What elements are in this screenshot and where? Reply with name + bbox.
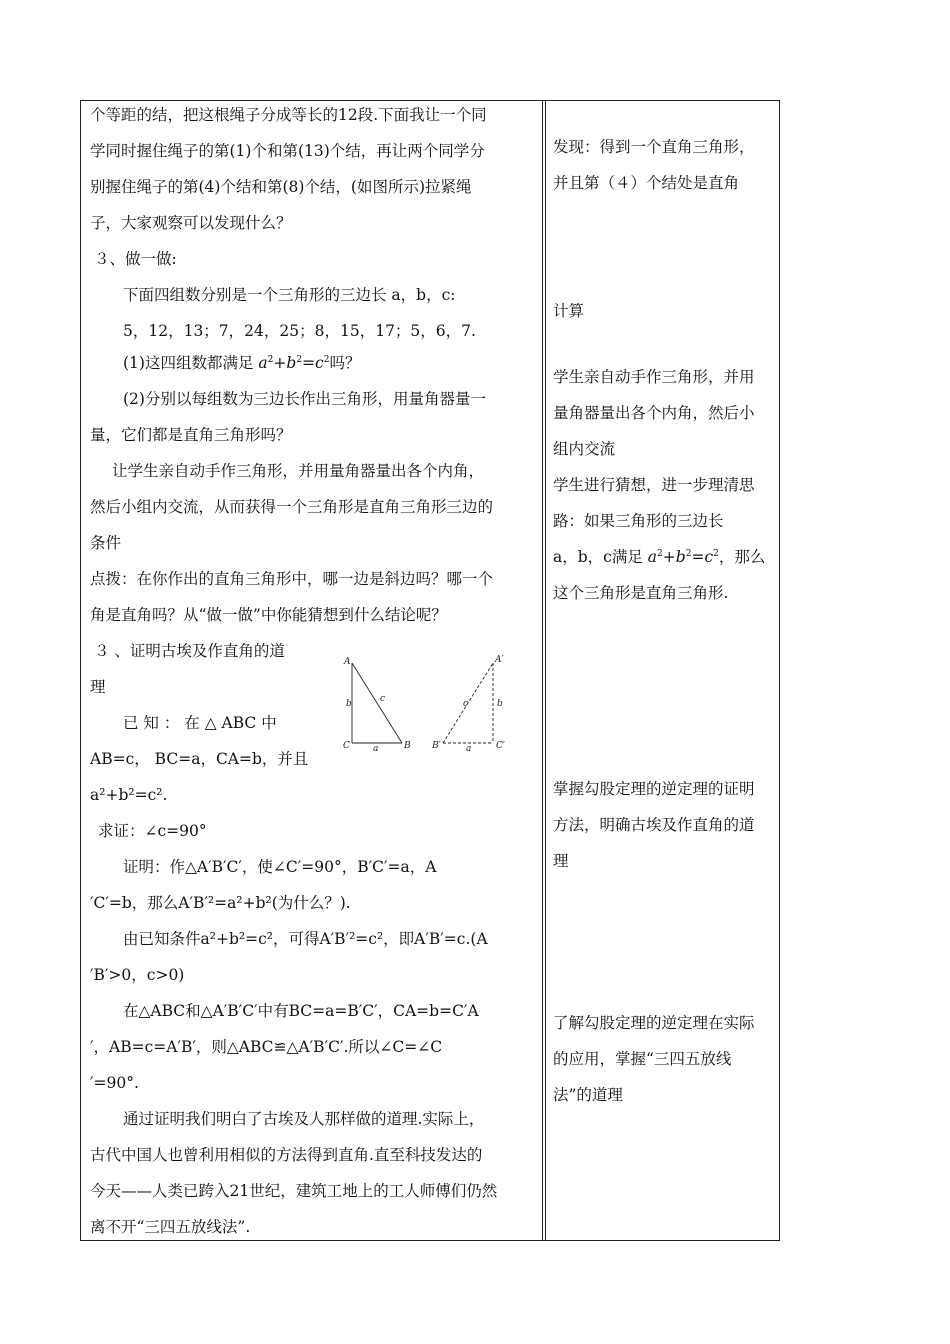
activity-line-1: 让学生亲自动手作三角形，并用量角器量出各个内角，: [112, 462, 485, 480]
column-divider: [542, 101, 543, 1240]
vertex-c: C: [343, 741, 350, 751]
section3-title: ３、做一做:: [94, 250, 177, 268]
given-line-1: 已 知 ： 在 △ ABC 中: [123, 714, 277, 732]
vertex-b-prime: B′: [432, 741, 441, 751]
intro-line-4: 子，大家观察可以发现什么？: [90, 214, 292, 232]
guess-line-2: 路：如果三角形的三边长: [553, 512, 724, 530]
vertex-a-prime: A′: [495, 655, 504, 665]
side-a: a: [373, 744, 379, 754]
proof-line-3: 由已知条件a²+b²=c²，可得A′B′²=c²，即A′B′=c.(A: [123, 930, 488, 948]
discover-line-1: 发现：得到一个直角三角形，: [553, 138, 755, 156]
side-c: c: [380, 694, 386, 704]
proof-title-line-1: ３ 、证明古埃及作直角的道: [94, 642, 285, 660]
vertex-b: B: [404, 741, 411, 751]
proof-line-7: ′=90°.: [90, 1074, 139, 1092]
side-c-prime: c: [463, 699, 469, 709]
guess-line-1: 学生进行猜想，进一步理清思: [553, 476, 755, 494]
understand-line-1: 了解勾股定理的逆定理在实际: [553, 1014, 755, 1032]
discover-line-2: 并且第（４）个结处是直角: [553, 174, 740, 192]
activity-line-2: 然后小组内交流，从而获得一个三角形是直角三角形三边的: [90, 498, 494, 516]
hint-line-2: 角是直角吗？从“做一做”中你能猜想到什么结论呢？: [90, 606, 447, 624]
guess-line-4: 这个三角形是直角三角形.: [553, 584, 729, 602]
closing-line-3: 今天——人类已跨入21世纪，建筑工地上的工人师傅们仍然: [90, 1182, 498, 1200]
hands-on-line-3: 组内交流: [553, 440, 616, 458]
hands-on-line-1: 学生亲自动手作三角形，并用: [553, 368, 755, 386]
vertex-c-prime: C′: [496, 741, 505, 751]
question-2-line-1: (2)分别以每组数为三边长作出三角形，用量角器量一: [123, 390, 486, 408]
intro-line-1: 个等距的结，把这根绳子分成等长的12段.下面我让一个同: [90, 106, 487, 124]
given-line-2: AB=c， BC=a，CA=b，并且: [90, 750, 309, 768]
vertex-a: A: [344, 657, 351, 667]
hint-line-1: 点拨：在你作出的直角三角形中，哪一边是斜边吗？哪一个: [90, 570, 494, 588]
prove-statement: 求证：∠c=90°: [98, 822, 207, 840]
proof-line-1: 证明：作△A′B′C′，使∠C′=90°，B′C′=a，A: [123, 858, 437, 876]
understand-line-2: 的应用，掌握“三四五放线: [553, 1050, 732, 1068]
hands-on-line-2: 量角器量出各个内角，然后小: [553, 404, 755, 422]
proof-title-line-2: 理: [90, 678, 106, 696]
question-1: (1)这四组数都满足 $a^2+b^2=c^2$吗？: [123, 354, 361, 372]
right-triangle: [431, 655, 505, 754]
lesson-table: [80, 100, 780, 1241]
proof-line-5: 在△ABC和△A′B′C′中有BC=a=B′C′，CA=b=C′A: [123, 1002, 479, 1020]
side-b: b: [346, 699, 352, 709]
question-2-line-2: 量，它们都是直角三角形吗？: [90, 426, 292, 444]
calc-label: 计算: [553, 302, 585, 320]
proof-line-6: ′，AB=c=A′B′，则△ABC≌△A′B′C′.所以∠C=∠C: [90, 1038, 443, 1056]
column-divider-inner: [545, 101, 546, 1240]
closing-line-2: 古代中国人也曾利用相似的方法得到直角.直至科技发达的: [90, 1146, 483, 1164]
guess-line-3: a，b，c满足 $a^2+b^2=c^2$，那么: [553, 548, 766, 566]
intro-line-3: 别握住绳子的第(4)个结和第(8)个结，(如图所示)拉紧绳: [90, 178, 472, 196]
task-line-2: 5，12，13；7，24，25；8，15，17；5，6，7.: [123, 322, 476, 340]
proof-line-4: ′B′>0，c>0): [90, 966, 185, 984]
closing-line-1: 通过证明我们明白了古埃及人那样做的道理.实际上，: [123, 1110, 485, 1128]
activity-line-3: 条件: [90, 534, 122, 552]
given-line-3: a²+b²=c².: [90, 786, 168, 804]
left-triangle: [343, 657, 411, 754]
master-proof-line-2: 方法，明确古埃及作直角的道: [553, 816, 755, 834]
task-line-1: 下面四组数分别是一个三角形的三边长 a，b，c:: [123, 286, 456, 304]
closing-line-4: 离不开“三四五放线法”.: [90, 1218, 251, 1236]
understand-line-3: 法”的道理: [553, 1086, 623, 1104]
intro-line-2: 学同时握住绳子的第(1)个和第(13)个结，再让两个同学分: [90, 142, 485, 160]
side-b-prime: b: [497, 699, 503, 709]
master-proof-line-3: 理: [553, 852, 569, 870]
master-proof-line-1: 掌握勾股定理的逆定理的证明: [553, 780, 755, 798]
proof-line-2: ′C′=b，那么A′B′²=a²+b²(为什么？).: [90, 894, 351, 912]
side-a-prime: a: [466, 744, 472, 754]
triangle-figure: [340, 651, 540, 761]
